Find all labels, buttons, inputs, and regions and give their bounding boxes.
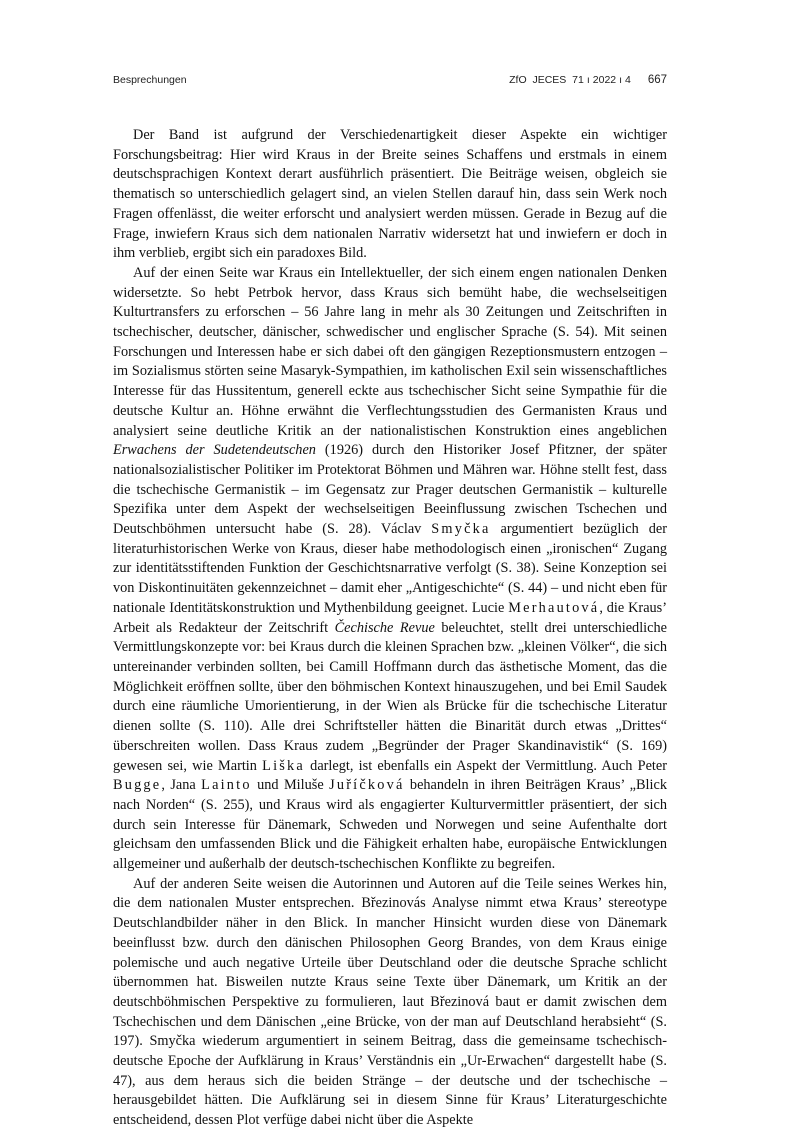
text-run: Auf der einen Seite war Kraus ein Intellektueller, der sich einem engen nationalen Denken widersetzte. So hebt Petrbok hervor, dass Kraus sich bemüht habe, die wechselseitigen Kulturtransfers zu erforschen – 56 Jahre lang in mehr als 30 Zeitungen und Zeitschriften in tschechischer, deutscher, dänischer, schwedischer und englischer Sprache (S. 54). Mit seinen Forschungen und Interessen habe er sich dabei oft den gängigen Rezeptionsmustern entzogen – im Sozialismus störten seine Masaryk-Sympathien, im katholischen Exil sein wissenschaftliches Interesse für das Hussitentum, generell eckte aus tschechischer Sicht seine Sympathie für die deutsche Kultur an. Höhne erwähnt die Verflechtungsstudien des Germanisten Kraus und analysiert seine deutliche Kritik an der nationalistischen Konstruktion eines angeblichen <box>113 264 667 439</box>
text-run: beleuchtet, stellt drei unterschiedliche Vermittlungskonzepte vor: bei Kraus durch die kleinen Sprachen bzw. „kleinen Völker“, die sich untereinander verbinden sollten, bei Camill Hoffmann durch das ästhetische Moment, das die Möglichkeit eröffnen sollte, über den böhmischen Kontext hinauszugehen, und bei Emil Saudek durch eine räumliche Umorientierung, in der Wien als Brücke für die tschechische Literatur dienen sollte (S. 110). Alle drei Schriftsteller hätten die Binarität durch etwas „Drittes“ überschreiten wollen. Dass Kraus zudem „Begründer der Prager Skandinavistik“ (S. 169) gewesen sei, wie Martin <box>113 619 667 774</box>
author-name: Lainto <box>201 777 252 794</box>
text-run: behandeln in ihren Beiträgen Kraus’ „Blick nach Norden“ (S. 255), und Kraus wird als engagierter Kulturvermittler präsentiert, der sich durch sein Interesse für Dänemark, Schweden und Norwegen und seine Aufenthalte dort gleichsam den umfassenden Blick und die Fähigkeit erhalten habe, europäische Entwicklungen allgemeiner und außerhalb der deutsch-tschechischen Konflikte zu begreifen. <box>113 777 667 873</box>
text-run: darlegt, ist ebenfalls ein Aspekt der Vermittlung. Auch Peter <box>304 757 668 774</box>
paragraph-2 <box>113 264 667 875</box>
text-run: (1926) durch den Historiker Josef Pfitzner, der später nationalsozialistischer Politiker im Protektorat Böhmen und Mähren war. Höhne stellt fest, dass die tschechische Germanistik – im Gegensatz zur Prager deutschen Germanistik – kulturelle Spezifika unter dem Aspekt der wechselseitigen Beeinflussung zwischen Tschechen und Deutschböhmen untersucht habe (S. 28). Václav <box>113 442 667 538</box>
text-run: argumentiert bezüglich der literaturhistorischen Werke von Kraus, dieser habe methodologisch einen „ironischen“ Zugang zur identitätsstiftenden Funktion der Geschichtsnarrative verfolgt (S. 38). Seine Konzeption sei von Diskontinuitäten gekennzeichnet – damit eher „Antigeschichte“ (S. 44) – und nicht eben für nationale Identitätskonstruktion und Mythenbildung geeignet. Lucie <box>113 521 667 616</box>
page-number: 667 <box>647 74 667 86</box>
journal-series: JECES <box>532 74 567 86</box>
journal-year: 2022 <box>592 74 617 86</box>
running-header <box>113 74 667 90</box>
journal-abbrev: ZfO <box>509 74 527 86</box>
section-title: Besprechungen <box>113 74 187 86</box>
text-run: , Jana <box>161 777 202 794</box>
journal-info: ZfO JECES 71 ı 2022 ı 4 667 <box>509 74 667 86</box>
author-name: Bugge <box>113 777 162 794</box>
journal-volume: 71 <box>572 74 584 86</box>
italic-title: Čechische Revue <box>334 619 435 636</box>
author-name: Merhautová <box>508 599 600 616</box>
italic-title: Erwachens der Sudetendeutschen <box>113 442 316 459</box>
journal-issue: 4 <box>625 74 631 86</box>
paragraph-1: Der Band ist aufgrund der Verschiedenartigkeit dieser Aspekte ein wichtiger Forschungsbeitrag: Hier wird Kraus in der Breite seines Schaffens und erstmals in einem deutschsprachigen Kontext derart ausführlich präsentiert. Die Beiträge weisen, obgleich sie thematisch so unterschiedlich gelagert sind, an vielen Stellen darauf hin, dass sein Werk noch Fragen offenlässt, die weiter erforscht und analysiert werden müssen. Gerade in Bezug auf die Frage, inwiefern Kraus sich dem nationalen Narrativ widersetzt hat und inwiefern er doch in ihm verblieb, ergibt sich ein paradoxes Bild. <box>113 127 667 262</box>
author-name: Juříčková <box>329 777 405 794</box>
author-name: Smyčka <box>431 521 491 538</box>
review-body <box>113 126 667 1131</box>
text-run: , die Kraus’ Arbeit als Redakteur der Zeitschrift <box>113 599 668 636</box>
author-name: Liška <box>262 757 305 774</box>
paragraph-3: Auf der anderen Seite weisen die Autorinnen und Autoren auf die Teile seines Werkes hin, die dem nationalen Muster entsprechen. Březinovás Analyse nimmt etwa Kraus’ stereotype Deutschlandbilder näher in den Blick. In mancher Hinsicht wurden diese von Dänemark beeinflusst bzw. durch den dänischen Philosophen Georg Brandes, von dem Kraus einige polemische und auch negative Urteile über Deutschland oder die deutsche Sprache schlicht übernommen hat. Bisweilen nutzte Kraus seine Texte über Dänemark, um Kritik an der deutschböhmischen Perspektive zu formulieren, laut Březinová baut er damit zwischen dem Tschechischen und dem Dänischen „eine Brücke, von der man auf Deutschland herabsieht“ (S. 197). Smyčka wiederum argumentiert in seinem Beitrag, dass die gemeinsame tschechisch-deutsche Epoche der Aufklärung in Kraus’ Verständnis ein „Ur-Erwachen“ dargestellt habe (S. 47), aus dem heraus sich die beiden Stränge – der deutsche und der tschechische – herausgebildet hätten. Die Aufklärung sei in diesem Sinne für Kraus’ Literaturgeschichte entscheidend, dessen Plot verfüge dabei nicht über die Aspekte <box>113 875 667 1129</box>
text-run: und Miluše <box>251 777 330 794</box>
